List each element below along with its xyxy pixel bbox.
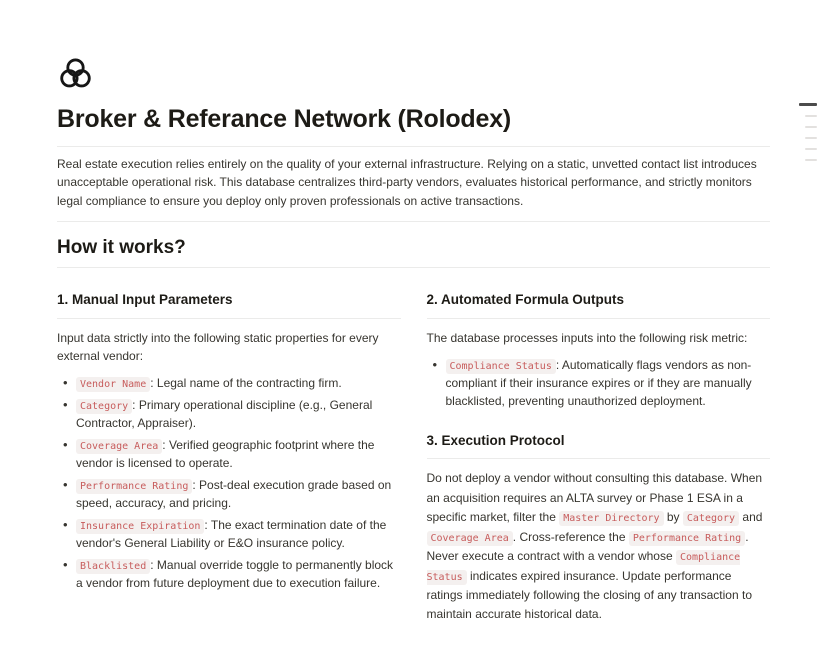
inline-code-token: Category [683,511,739,526]
bullet-item: • Coverage Area : Verified geographic footprint where the vendor is licensed to operate. [57,436,401,472]
inline-code-token: Blacklisted [76,559,150,574]
execution-protocol-paragraph: Do not deploy a vendor without consulting this database. When an acquisition requires an ALTA survey or Phase 1 ESA in a specific market, filter the Master Directory by Category and Coverage Area . Cross-reference the Performance Rating . Never execute a contract with a vendor whose Compliance Status indicates expired insurance. Update performance ratings immediately following the closing of any transaction to maintain accurate historical data. [426,471,763,622]
toc-dash[interactable] [805,148,817,150]
toc-dash[interactable] [799,103,817,106]
bullet-item: • Insurance Expiration : The exact termination date of the vendor's General Liability or E&O insurance policy. [57,516,401,552]
bullet-item: • Performance Rating : Post-deal execution grade based on speed, accuracy, and pricing. [57,476,401,512]
intro-paragraph: Real estate execution relies entirely on the quality of your external infrastructure. Relying on a static, unvetted contact list introduces unacceptable operational risk. This database centralizes third-party vendors, evaluates historical performance, and strictly monitors legal compliance to ensure you deploy only proven professionals on active transactions. [57,156,757,208]
page-title: Broker & Referance Network (Rolodex) [57,105,512,133]
inline-code-token: Performance Rating [76,479,192,494]
formula-outputs-bullet-list [427,356,771,410]
toc-dash[interactable] [805,137,817,139]
manual-input-bullet-list [57,374,401,592]
inline-code-token: Insurance Expiration [76,519,204,534]
column-left [57,291,401,625]
bullet-item: • Vendor Name : Legal name of the contracting firm. [57,374,401,392]
divider [57,146,770,147]
bullet-item: • Category : Primary operational discipline (e.g., General Contractor, Appraiser). [57,396,401,432]
divider [57,221,770,222]
toc-rail [799,103,817,161]
toc-dash[interactable] [805,126,817,128]
inline-code-token: Category [76,399,132,414]
section-heading-manual-input: 1. Manual Input Parameters [57,291,401,319]
formula-outputs-lead: The database processes inputs into the following risk metric: [426,330,748,345]
bullet-item: • Compliance Status : Automatically flags vendors as non-compliant if their insurance expires or if they are manually blacklisted, preventing unauthorized deployment. [427,356,771,410]
inline-code-token: Master Directory [559,511,663,526]
inline-code-token: Vendor Name [76,377,150,392]
divider [57,267,770,268]
inline-code-token: Coverage Area [427,531,513,546]
toc-dash[interactable] [805,115,817,117]
column-right [427,291,771,625]
inline-code-token: Compliance Status [426,552,741,583]
inline-code-token: Compliance Status [446,359,556,374]
trefoil-knot-icon [57,55,94,92]
bullet-item: • Blacklisted : Manual override toggle to permanently block a vendor from future deployment due to execution failure. [57,556,401,592]
how-it-works-heading: How it works? [57,236,186,258]
manual-input-lead: Input data strictly into the following static properties for every external vendor: [57,330,379,363]
inline-code-token: Performance Rating [629,531,745,546]
inline-code-token: Coverage Area [76,439,162,454]
two-column-layout [57,291,770,625]
section-heading-formula-outputs: 2. Automated Formula Outputs [427,291,771,319]
section-heading-execution-protocol: 3. Execution Protocol [427,432,771,460]
toc-dash[interactable] [805,159,817,161]
